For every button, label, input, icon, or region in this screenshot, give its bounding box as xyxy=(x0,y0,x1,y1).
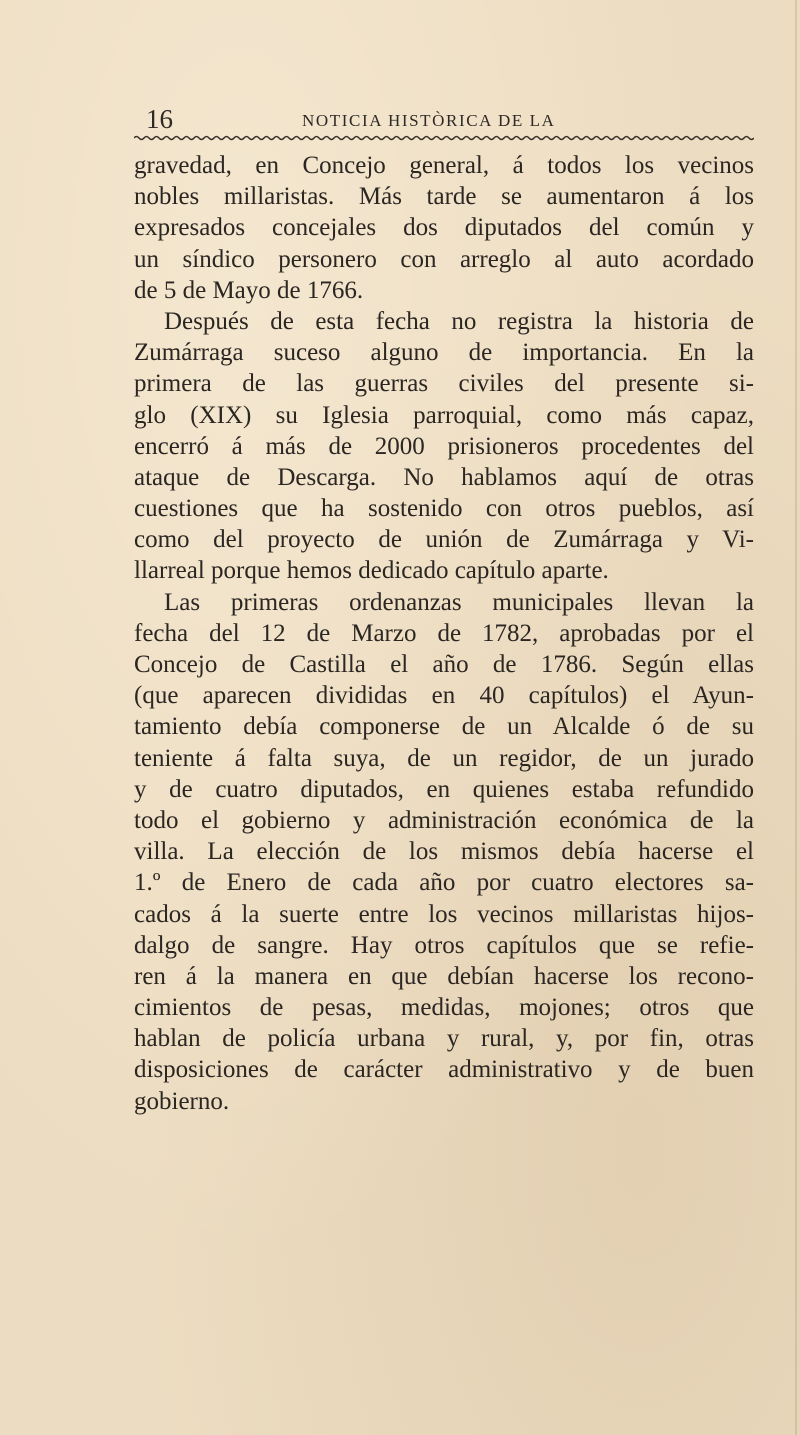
page-header xyxy=(134,104,754,134)
text-line: cimientos de pesas, medidas, mojones; otros que xyxy=(134,994,754,1022)
text-line: Zumárraga suceso alguno de importancia. En la xyxy=(134,339,754,367)
text-line: (que aparecen divididas en 40 capítulos) el Ayun- xyxy=(134,682,754,710)
text-line: y de cuatro diputados, en quienes estaba refundido xyxy=(134,775,754,803)
text-line: todo el gobierno y administración económica de la xyxy=(134,806,754,834)
page-edge-shadow xyxy=(795,0,797,1435)
text-line: un síndico personero con arreglo al auto acordado xyxy=(134,245,754,273)
text-line: disposiciones de carácter administrativo y de buen xyxy=(134,1056,754,1084)
text-line: Después de esta fecha no registra la historia de xyxy=(164,307,754,335)
text-line: 1.º de Enero de cada año por cuatro electores sa- xyxy=(134,869,754,897)
text-line: de 5 de Mayo de 1766. xyxy=(134,276,364,304)
page-number: 16 xyxy=(146,104,173,134)
body-text xyxy=(134,150,754,1117)
text-line: nobles millaristas. Más tarde se aumentaron á los xyxy=(134,183,754,211)
running-head: NOTICIA HISTÒRICA DE LA xyxy=(302,111,556,130)
text-line: villa. La elección de los mismos debía hacerse el xyxy=(134,838,754,866)
text-line: gobierno. xyxy=(134,1087,230,1115)
text-line: llarreal porque hemos dedicado capítulo aparte. xyxy=(134,557,609,585)
text-line: Las primeras ordenanzas municipales llevan la xyxy=(164,588,754,616)
text-line: cados á la suerte entre los vecinos millaristas hijos- xyxy=(134,900,754,928)
text-line: expresados concejales dos diputados del común y xyxy=(134,214,754,242)
text-line: como del proyecto de unión de Zumárraga y Vi- xyxy=(134,526,754,554)
text-line: tamiento debía componerse de un Alcalde ó de su xyxy=(134,713,754,741)
header-rule xyxy=(134,134,754,142)
text-line: ataque de Descarga. No hablamos aquí de otras xyxy=(134,463,754,491)
text-line: cuestiones que ha sostenido con otros pueblos, así xyxy=(134,495,754,523)
text-line: ren á la manera en que debían hacerse los recono- xyxy=(134,962,754,990)
text-line: Concejo de Castilla el año de 1786. Según ellas xyxy=(134,651,754,678)
text-line: glo (XIX) su Iglesia parroquial, como más capaz, xyxy=(134,401,754,429)
text-line: dalgo de sangre. Hay otros capítulos que se refie- xyxy=(134,931,754,959)
text-line: fecha del 12 de Marzo de 1782, aprobadas por el xyxy=(134,619,754,647)
text-line: primera de las guerras civiles del presente si- xyxy=(134,370,754,398)
text-line: hablan de policía urbana y rural, y, por fin, otras xyxy=(134,1025,754,1053)
text-line: gravedad, en Concejo general, á todos los vecinos xyxy=(134,152,754,179)
text-line: encerró á más de 2000 prisioneros procedentes del xyxy=(134,432,754,460)
text-line: teniente á falta suya, de un regidor, de un jurado xyxy=(134,744,754,772)
